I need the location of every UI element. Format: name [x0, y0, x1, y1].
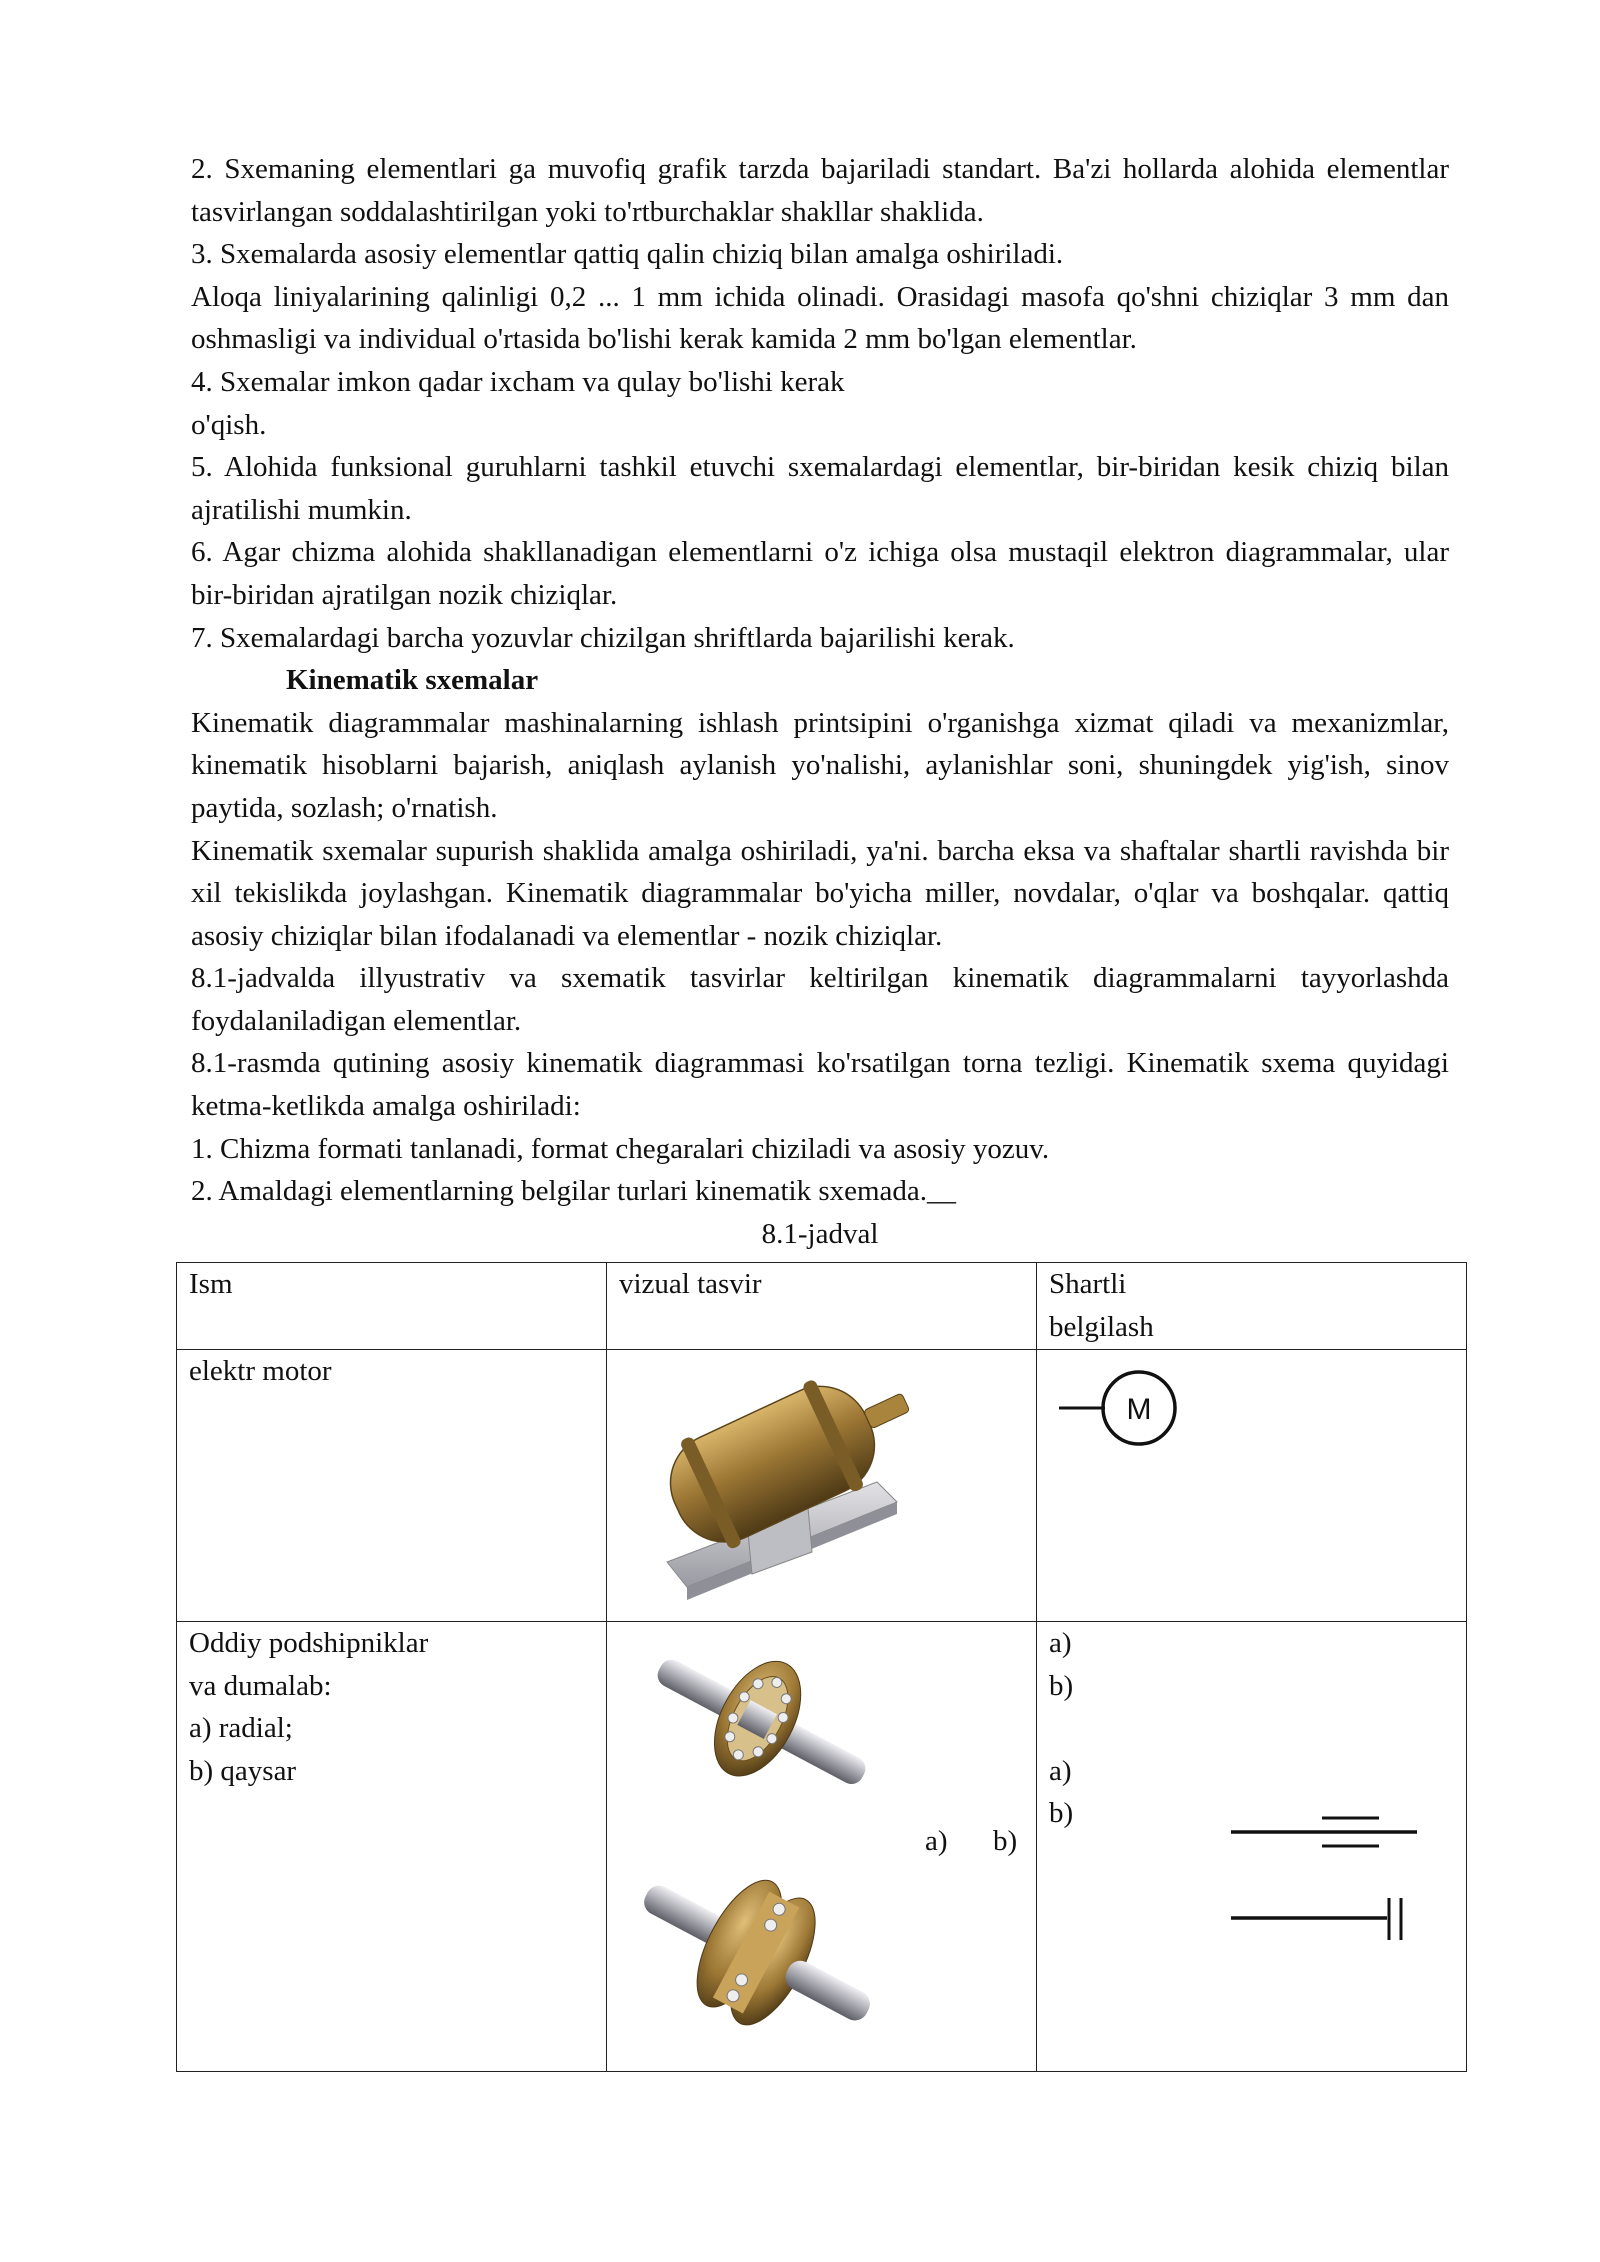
paragraph: o'qish.	[191, 408, 267, 441]
elements-table	[176, 1262, 1467, 2072]
table-row	[177, 1350, 1467, 1622]
paragraph: 8.1-rasmda qutining asosiy kinematik diagrammasi ko'rsatilgan torna tezligi. Kinematik sxema quyidagi ketma-ketlikda amalga oshiriladi:	[191, 1047, 1449, 1123]
thrust-bearing-symbol	[1227, 1890, 1427, 1950]
thrust-bearing-image	[627, 1868, 887, 2038]
paragraph: 6. Agar chizma alohida shakllanadigan elementlarni o'z ichiga olsa mustaqil elektron diagrammalar, ular bir-biridan ajratilgan nozik chiziqlar.	[191, 536, 1449, 611]
paragraph: 7. Sxemalardagi barcha yozuvlar chizilgan shriftlarda bajarilishi kerak.	[191, 621, 1015, 654]
row-visual-cell	[607, 1622, 1037, 2072]
paragraph: 2. Sxemaning elementlari ga muvofiq grafik tarzda bajariladi standart. Ba'zi hollarda alohida elementlar tasvirlangan soddalashtirilgan yoki to'rtburchaklar shakllar shaklida.	[191, 153, 1449, 228]
row-name-cell: elektr motor	[177, 1350, 607, 1622]
visual-label-b: b)	[993, 1825, 1018, 1857]
table-caption: 8.1-jadval	[761, 1217, 879, 1250]
paragraph: Kinematik sxemalar supurish shaklida amalga oshiriladi, ya'ni. barcha eksa va shaftalar shartli ravishda bir xil tekislikda joylashgan. Kinematik diagrammalar bo'yicha miller, novdalar, o'qlar va boshqalar. qattiq asosiy chiziqlar bilan ifodalanadi va elementlar - nozik chiziqlar.	[191, 834, 1449, 952]
paragraph: 1. Chizma formati tanlanadi, format chegaralari chiziladi va asosiy yozuv.	[191, 1132, 1050, 1165]
electric-motor-image	[627, 1352, 927, 1612]
row-symbol-cell	[1037, 1350, 1467, 1622]
symbol-label: b)	[1049, 1797, 1074, 1830]
body-text	[191, 148, 1449, 1255]
motor-symbol-letter: M	[1126, 1393, 1152, 1426]
table-header-row	[177, 1263, 1467, 1350]
symbol-label: a)	[1049, 1754, 1072, 1787]
radial-bearing-image	[642, 1646, 882, 1796]
header-visual: vizual tasvir	[607, 1263, 1037, 1350]
paragraph: Aloqa liniyalarining qalinligi 0,2 ... 1 mm ichida olinadi. Orasidagi masofa qo'shni chiziqlar 3 mm dan oshmasligi va individual o'rtasida bo'lishi kerak kamida 2 mm bo'lgan elementlar.	[191, 280, 1449, 356]
paragraph: 3. Sxemalarda asosiy elementlar qattiq qalin chiziq bilan amalga oshiriladi.	[191, 238, 1064, 271]
visual-label-a: a)	[925, 1825, 948, 1857]
table-row	[177, 1622, 1467, 2072]
symbol-label	[1049, 1707, 1454, 1750]
row-name-cell: Oddiy podshipniklar va dumalab: a) radial; b) qaysar	[177, 1622, 607, 2072]
header-name: Ism	[177, 1263, 607, 1350]
row-symbol-cell	[1037, 1622, 1467, 2072]
symbol-label: b)	[1049, 1669, 1074, 1702]
radial-bearing-symbol	[1227, 1808, 1427, 1858]
section-heading: Kinematik sxemalar	[286, 664, 539, 697]
paragraph: 8.1-jadvalda illyustrativ va sxematik tasvirlar keltirilgan kinematik diagrammalarni tayyorlashda foydalaniladigan elementlar.	[191, 962, 1449, 1037]
paragraph: 4. Sxemalar imkon qadar ixcham va qulay bo'lishi kerak	[191, 365, 845, 398]
row-visual-cell	[607, 1350, 1037, 1622]
symbol-label: a)	[1049, 1627, 1072, 1659]
paragraph: 5. Alohida funksional guruhlarni tashkil etuvchi sxemalardagi elementlar, bir-biridan kesik chiziq bilan ajratilishi mumkin.	[191, 451, 1449, 526]
motor-symbol	[1055, 1364, 1195, 1454]
paragraph: 2. Amaldagi elementlarning belgilar turlari kinematik sxemada.__	[191, 1175, 957, 1208]
paragraph: Kinematik diagrammalar mashinalarning ishlash printsipini o'rganishga xizmat qiladi va mexanizmlar, kinematik hisoblarni bajarish, aniqlash aylanish yo'nalishi, aylanishlar soni, shuningdek yig'ish, sinov paytida, sozlash; o'rnatish.	[191, 706, 1449, 824]
header-symbol: Shartli belgilash	[1037, 1263, 1467, 1350]
